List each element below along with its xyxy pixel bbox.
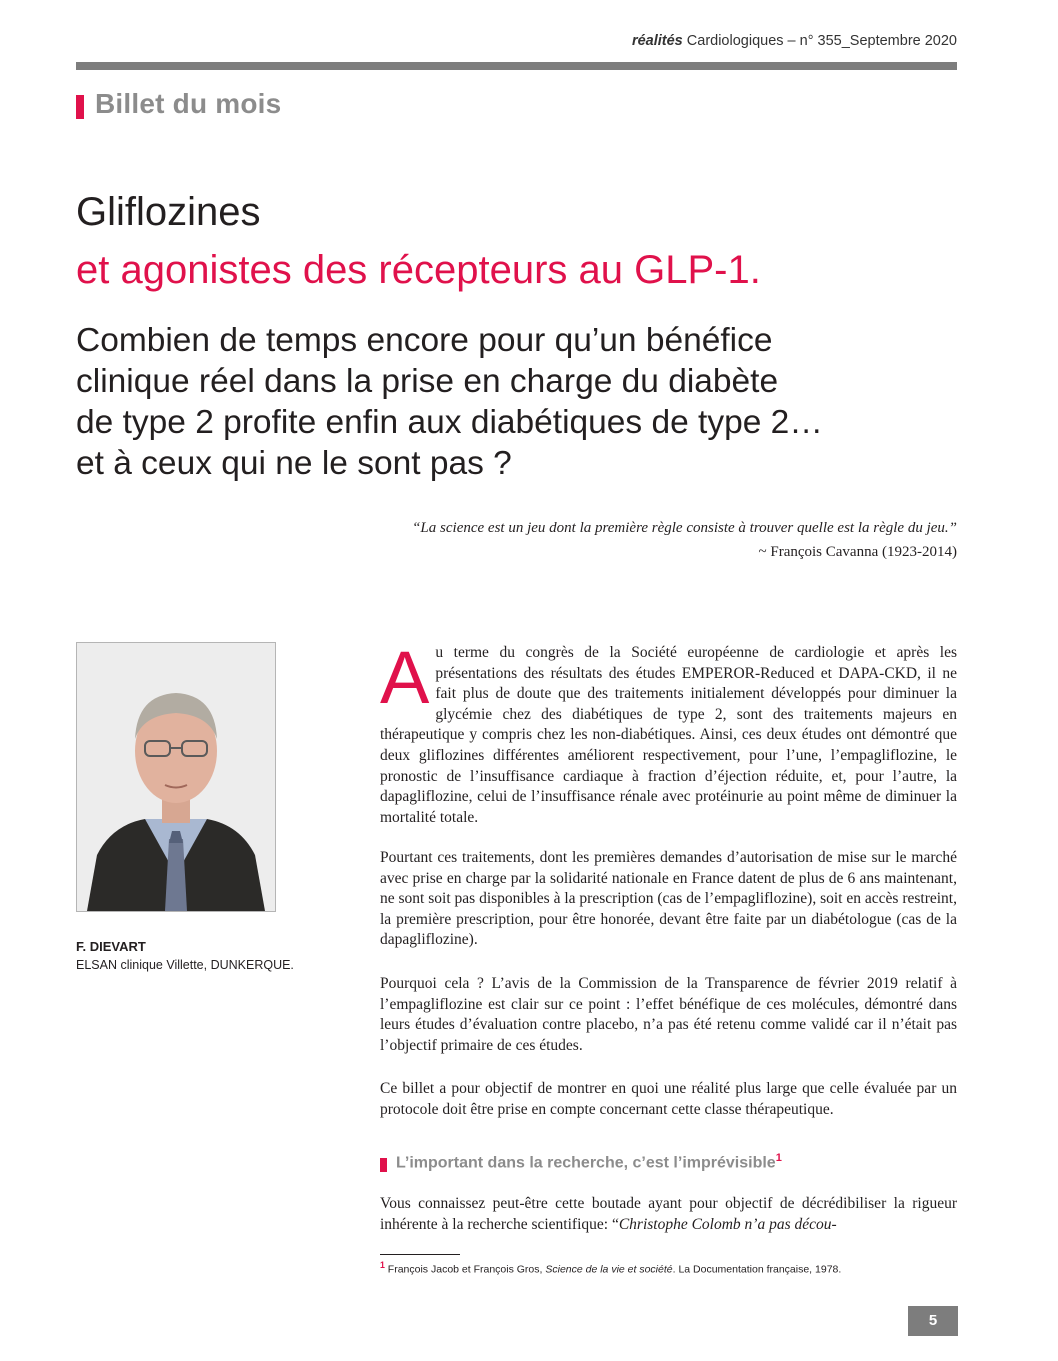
subheading bbox=[396, 1152, 782, 1172]
epigraph bbox=[300, 516, 957, 564]
drop-cap: A bbox=[380, 636, 430, 719]
footnote-number: 1 bbox=[380, 1260, 385, 1270]
subtitle-line: clinique réel dans la prise en charge du diabète bbox=[76, 363, 779, 400]
footnote-rule bbox=[380, 1254, 460, 1255]
paragraph-text: Vous connaissez peut-être cette boutade ayant pour objectif de décrédibiliser la rigueur inhérente à la recherche scientifique: “ bbox=[380, 1195, 957, 1233]
journal-header bbox=[76, 33, 957, 49]
paragraph-text: u terme du congrès de la Société européenne de cardiologie et après les présentations des résultats des études EMPEROR-Reduced et DAPA-CKD, il ne fait plus de doute que des traitements initialement développés pour diminuer la glycémie chez des diabétiques de type 2, sont des traitements majeurs en thérapeutique y compris chez les non-diabétiques. Ainsi, ces deux études ont démontré que deux gliflozines différentes améliorent respectivement, pour l’une, l’empagliflozine, le pronostic de l’insuffisance cardiaque à fraction d’éjection réduite, et, pour l’autre, la dapagliflozine, celui de l’insuffisance rénale avec protéinurie au point même de diminuer la mortalité totale. bbox=[380, 644, 957, 826]
article-title-line-2: et agonistes des récepteurs au GLP-1. bbox=[76, 248, 761, 292]
subtitle-line: et à ceux qui ne le sont pas ? bbox=[76, 445, 512, 482]
author-portrait-illustration bbox=[77, 643, 275, 911]
body-paragraph-5 bbox=[380, 1194, 957, 1235]
page-number: 5 bbox=[908, 1306, 958, 1336]
subtitle-line: de type 2 profite enfin aux diabétiques de type 2… bbox=[76, 404, 823, 441]
section-title: Billet du mois bbox=[95, 88, 282, 119]
journal-issue: Cardiologiques – n° 355_Septembre 2020 bbox=[686, 33, 957, 49]
paragraph-quote: Christophe Colomb n’a pas décou- bbox=[618, 1215, 837, 1233]
epigraph-attribution: ~ François Cavanna (1923-2014) bbox=[758, 544, 957, 560]
article-subtitle bbox=[76, 320, 976, 484]
header-rule bbox=[76, 62, 957, 70]
author-name: F. DIEVART bbox=[76, 939, 146, 954]
epigraph-quote: “La science est un jeu dont la première règle consiste à trouver quelle est la règle du jeu.” bbox=[412, 520, 957, 536]
section-marker bbox=[76, 95, 84, 119]
body-paragraph-1 bbox=[380, 636, 957, 828]
body-paragraph-2: Pourtant ces traitements, dont les premières demandes d’autorisation de mise sur le marché avec prise en charge par la solidarité nationale en France datent de plus de 6 ans maintenant, ne sont soit pas disponibles à la prescription (cas de l’empagliflozine), soit en accès restreint, la première prescription, pour être honorée, devant être faite par un diabétologue (cas de la dapagliflozine). bbox=[380, 849, 957, 949]
body-paragraph-4: Ce billet a pour objectif de montrer en quoi une réalité plus large que celle évaluée par un protocole doit être prise en compte concernant cette classe thérapeutique. bbox=[380, 1080, 957, 1118]
footnote-authors: François Jacob et François Gros, bbox=[387, 1263, 546, 1276]
journal-brand: réalités bbox=[631, 33, 683, 49]
subtitle-line: Combien de temps encore pour qu’un bénéfice bbox=[76, 322, 773, 359]
subheading-text: L’important dans la recherche, c’est l’imprévisible bbox=[396, 1154, 776, 1172]
footnote bbox=[380, 1260, 841, 1276]
author-photo bbox=[76, 642, 276, 912]
subheading-marker bbox=[380, 1158, 387, 1172]
author-affiliation: ELSAN clinique Villette, DUNKERQUE. bbox=[76, 958, 294, 972]
footnote-book-title: Science de la vie et société bbox=[545, 1263, 673, 1276]
footnote-reference: 1 bbox=[775, 1152, 782, 1164]
article-title-line-1: Gliflozines bbox=[76, 190, 261, 234]
footnote-publisher: . La Documentation française, 1978. bbox=[672, 1263, 842, 1276]
body-paragraph-3: Pourquoi cela ? L’avis de la Commission de la Transparence de février 2019 relatif à l’empagliflozine est clair sur ce point : l’effet bénéfique de ces molécules, démontré dans leurs études d’évaluation contre placebo, n’a pas été retenu comme validé car il n’était pas l’objectif primaire de ces études. bbox=[380, 975, 957, 1054]
